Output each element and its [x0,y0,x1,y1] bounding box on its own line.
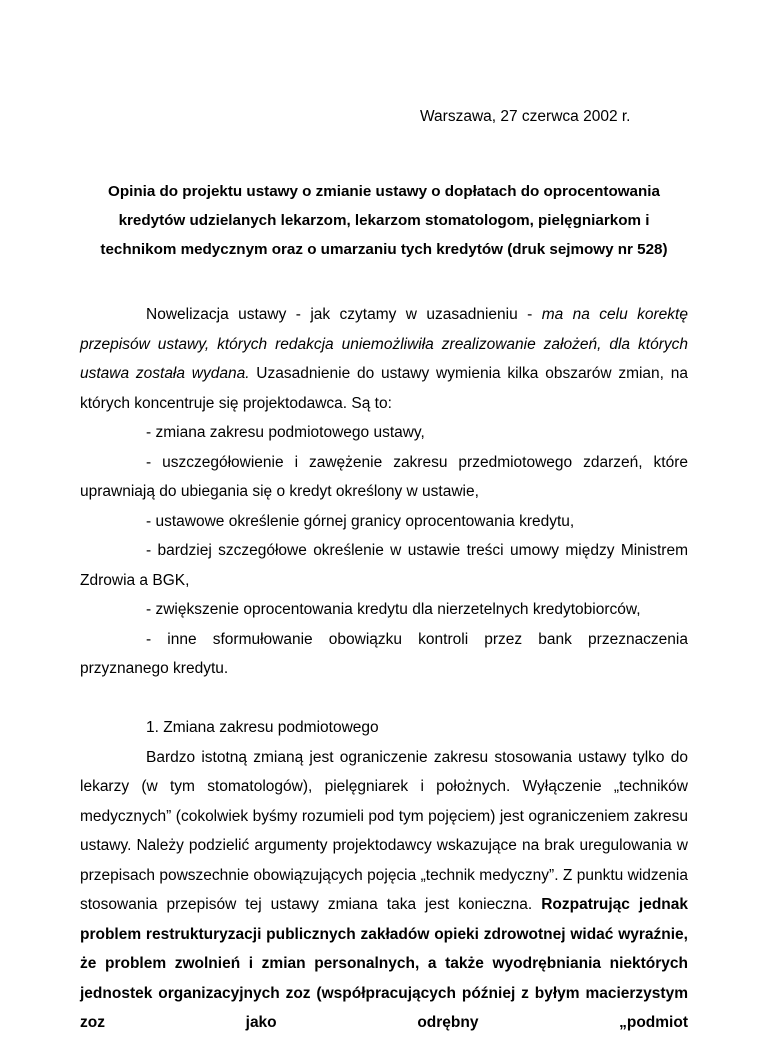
list-item: - zmiana zakresu podmiotowego ustawy, [146,424,425,441]
document-title [80,177,688,264]
spacer [80,684,688,714]
intro-paragraph [80,300,688,418]
title-line-2: kredytów udzielanych lekarzom, lekarzom stomatologom, pielęgniarkom i [118,212,650,229]
intro-lead: Nowelizacja ustawy - jak czytamy w uzasadnieniu - [146,306,542,323]
section-heading: 1. Zmiana zakresu podmiotowego [146,719,379,736]
list-item: - ustawowe określenie górnej granicy oprocentowania kredytu, [146,512,575,530]
document-body [80,300,688,1038]
intro-quote: ma na celu korektę przepisów ustawy, których redakcja uniemożliwiła zrealizowanie założeń, dla których ustawa została wydana. [80,306,688,382]
section-paragraph [80,743,688,1038]
list-item: - bardziej szczegółowe określenie w ustawie treści umowy między Ministrem Zdrowia a BGK, [80,542,688,589]
list-item: - uszczegółowienie i zawężenie zakresu przedmiotowego zdarzeń, które uprawniają do ubiegania się o kredyt określony w ustawie, [80,453,688,500]
title-line-3: technikom medycznym oraz o umarzaniu tych kredytów (druk sejmowy nr 528) [100,241,668,258]
section-paragraph-bold: Rozpatrując jednak problem restrukturyzacji publicznych zakładów opieki zdrowotnej widać wyraźnie, że problem zwolnień i zmian personalnych, a także wyodrębniania niektórych jednostek organizacyjnych zoz (współpracujących później z byłym macierzystym zoz jako odrębny „podmiot [80,896,689,1031]
document-date: Warszawa, 27 czerwca 2002 r. [420,108,631,125]
section-paragraph-plain: Bardzo istotną zmianą jest ograniczenie zakresu stosowania ustawy tylko do lekarzy (w tym stomatologów), pielęgniarek i położnych. Wyłączenie „techników medycznych” (cokolwiek byśmy rozumieli pod tym pojęciem) jest ograniczeniem zakresu ustawy. Należy podzielić argumenty projektodawcy wskazujące na brak uregulowania w przepisach powszechnie obowiązujących pojęcia „technik medyczny”. Z punktu widzenia stosowania przepisów tej ustawy zmiana taka jest konieczna. [80,748,688,913]
list-item: - zwiększenie oprocentowania kredytu dla nierzetelnych kredytobiorców, [146,601,641,618]
title-line-1: Opinia do projektu ustawy o zmianie ustawy o dopłatach do oprocentowania [108,183,660,200]
intro-rest: Uzasadnienie do ustawy wymienia kilka obszarów zmian, na których koncentruje się projektodawca. Są to: [80,365,688,412]
list-item: - inne sformułowanie obowiązku kontroli przez bank przeznaczenia przyznanego kredytu. [80,630,688,677]
